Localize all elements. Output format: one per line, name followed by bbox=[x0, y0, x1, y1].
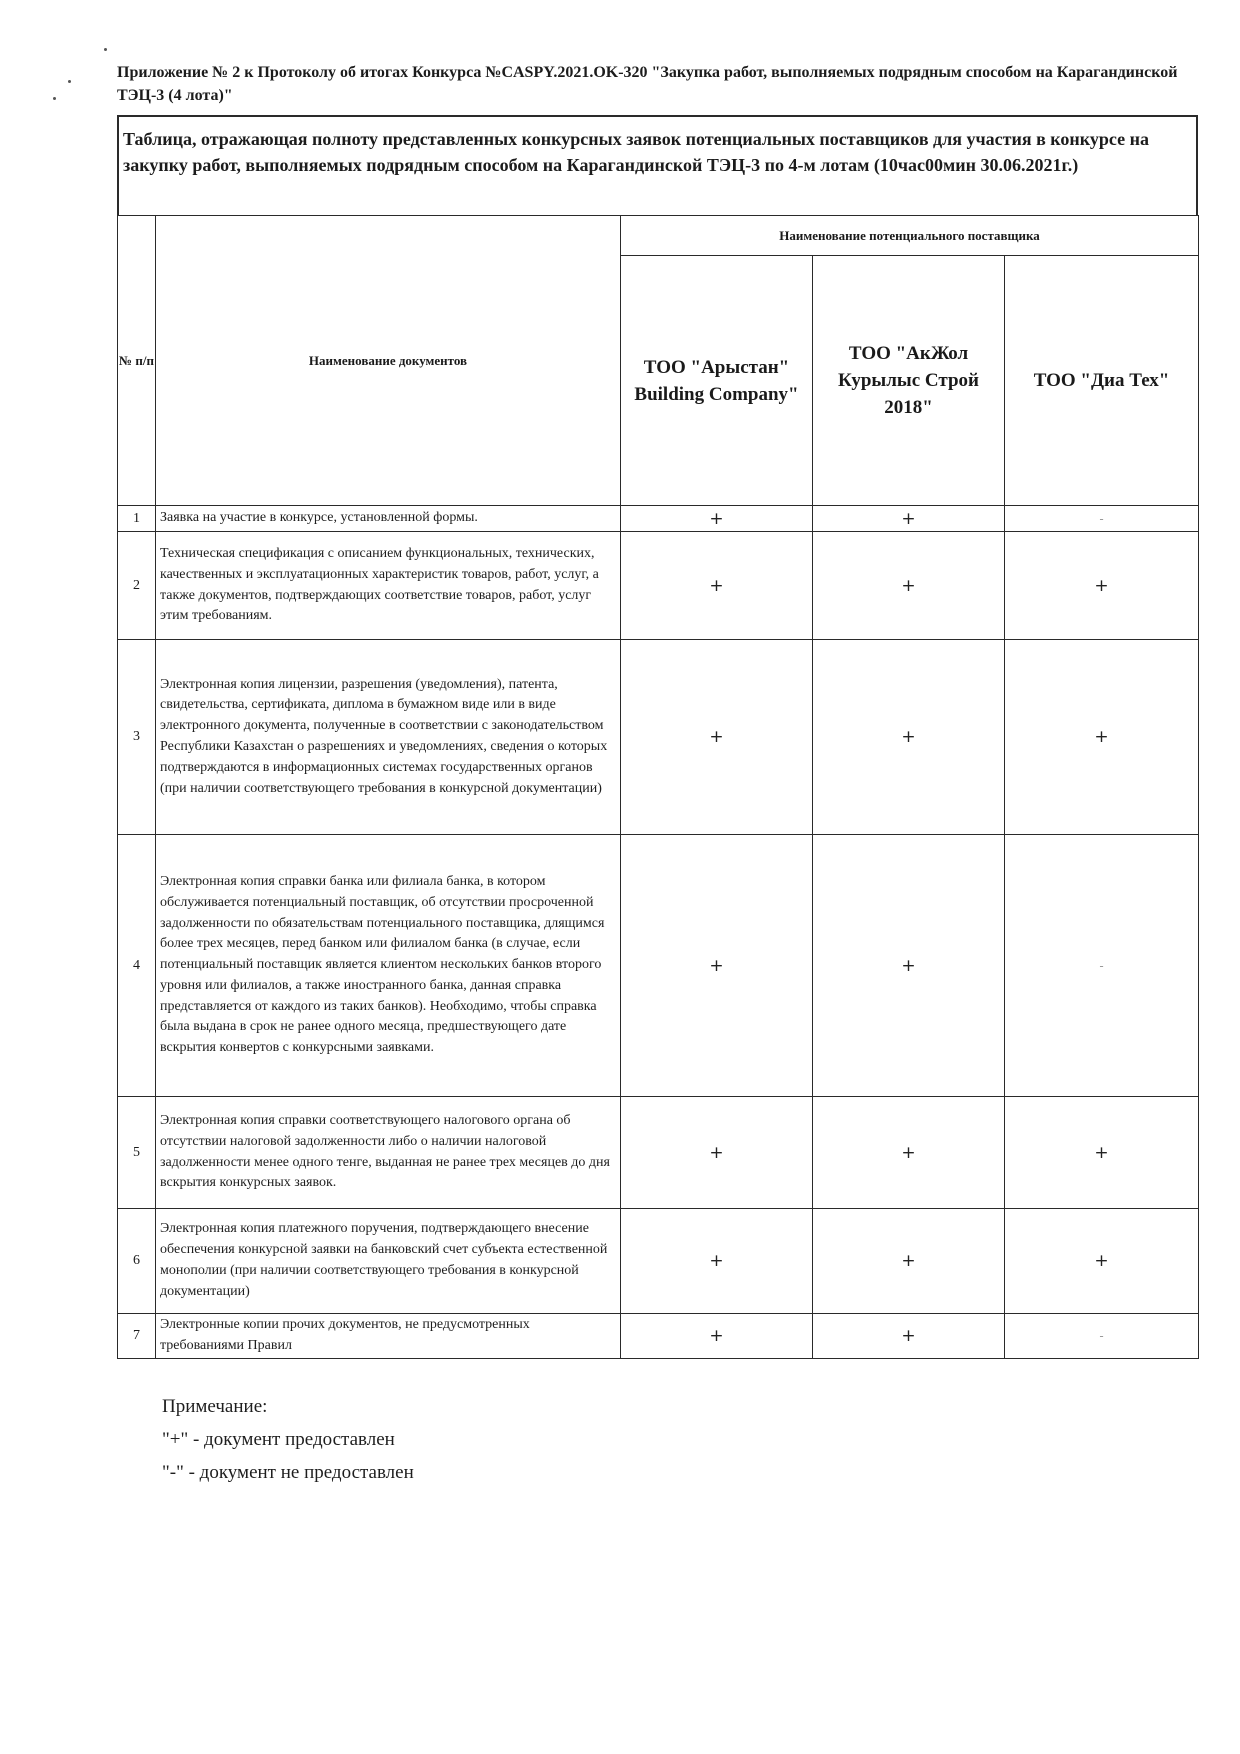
row-number: 1 bbox=[118, 506, 156, 532]
supplier-header-arystan: ТОО "Арыстан" Building Company" bbox=[621, 256, 813, 506]
table-caption: Таблица, отражающая полноту представленных конкурсных заявок потенциальных поставщиков для участия в конкурсе на закупку работ, выполняемых подрядным способом на Карагандинской ТЭЦ-3 по 4-м лотам (10час00мин 30.06.2021г.) bbox=[123, 129, 1149, 175]
mark-cell: - bbox=[1005, 1314, 1199, 1359]
table-row bbox=[118, 506, 1199, 532]
table-row bbox=[118, 640, 1199, 835]
document-name: Заявка на участие в конкурсе, установленной формы. bbox=[156, 506, 621, 532]
notes-section bbox=[162, 1390, 414, 1489]
mark-cell: + bbox=[813, 532, 1005, 640]
notes-minus-line: "-" - документ не предоставлен bbox=[162, 1462, 414, 1483]
table-caption-box bbox=[117, 115, 1198, 215]
document-name: Электронная копия платежного поручения, подтверждающего внесение обеспечения конкурсной заявки на банковский счет субъекта естественной монополии (при наличии соответствующего требования в конкурсной документации) bbox=[156, 1209, 621, 1314]
mark-cell: + bbox=[1005, 532, 1199, 640]
mark-cell: + bbox=[813, 1209, 1005, 1314]
mark-cell: + bbox=[621, 506, 813, 532]
row-number: 5 bbox=[118, 1097, 156, 1209]
mark-cell: + bbox=[1005, 640, 1199, 835]
scan-speck bbox=[104, 48, 107, 51]
table-row bbox=[118, 835, 1199, 1097]
mark-cell: + bbox=[1005, 1097, 1199, 1209]
column-header-supplier-group: Наименование потенциального поставщика bbox=[621, 216, 1199, 256]
supplier-header-akzhol: ТОО "АкЖол Курылыс Строй 2018" bbox=[813, 256, 1005, 506]
mark-cell: - bbox=[1005, 506, 1199, 532]
row-number: 3 bbox=[118, 640, 156, 835]
document-name: Техническая спецификация с описанием функциональных, технических, качественных и эксплуатационных характеристик товаров, работ, услуг, а также документов, подтверждающих соответствие товаров, работ, услуг этим требованиям. bbox=[156, 532, 621, 640]
mark-cell: + bbox=[813, 1314, 1005, 1359]
mark-cell: + bbox=[813, 640, 1005, 835]
column-header-number: № п/п bbox=[118, 216, 156, 506]
table-row bbox=[118, 532, 1199, 640]
documents-table bbox=[117, 215, 1199, 1359]
mark-cell: + bbox=[621, 1209, 813, 1314]
notes-plus-line: "+" - документ предоставлен bbox=[162, 1429, 395, 1450]
mark-cell: + bbox=[621, 1314, 813, 1359]
appendix-title: Приложение № 2 к Протоколу об итогах Конкурса №CASPY.2021.OK-320 "Закупка работ, выполняемых подрядным способом на Карагандинской ТЭЦ-3 (4 лота)" bbox=[117, 64, 1178, 104]
row-number: 6 bbox=[118, 1209, 156, 1314]
document-name: Электронная копия справки соответствующего налогового органа об отсутствии налоговой задолженности либо о наличии налоговой задолженности менее одного тенге, выданная не ранее трех месяцев до дня вскрытия конкурсных заявок. bbox=[156, 1097, 621, 1209]
mark-cell: + bbox=[621, 835, 813, 1097]
table-row bbox=[118, 1209, 1199, 1314]
mark-cell: + bbox=[621, 640, 813, 835]
column-header-documents: Наименование документов bbox=[156, 216, 621, 506]
mark-cell: + bbox=[813, 835, 1005, 1097]
notes-heading: Примечание: bbox=[162, 1396, 268, 1417]
table-row bbox=[118, 1097, 1199, 1209]
mark-cell: - bbox=[1005, 835, 1199, 1097]
table-row bbox=[118, 1314, 1199, 1359]
mark-cell: + bbox=[813, 506, 1005, 532]
mark-cell: + bbox=[621, 1097, 813, 1209]
mark-cell: + bbox=[813, 1097, 1005, 1209]
row-number: 7 bbox=[118, 1314, 156, 1359]
row-number: 2 bbox=[118, 532, 156, 640]
supplier-header-dia-tech: ТОО "Диа Тех" bbox=[1005, 256, 1199, 506]
scan-speck bbox=[53, 97, 56, 100]
mark-cell: + bbox=[1005, 1209, 1199, 1314]
scan-speck bbox=[68, 80, 71, 83]
mark-cell: + bbox=[621, 532, 813, 640]
document-name: Электронная копия справки банка или филиала банка, в котором обслуживается потенциальный поставщик, об отсутствии просроченной задолженности по обязательствам потенциального поставщика, длящимся более трех месяцев, перед банком или филиалом банка (в случае, если потенциальный поставщик является клиентом нескольких банков второго уровня или филиалов, а также иностранного банка, данная справка представляется от каждого из таких банков). Необходимо, чтобы справка была выдана в срок не ранее одного месяца, предшествующего дате вскрытия конвертов с конкурсными заявками. bbox=[156, 835, 621, 1097]
document-name: Электронные копии прочих документов, не предусмотренных требованиями Правил bbox=[156, 1314, 621, 1359]
document-name: Электронная копия лицензии, разрешения (уведомления), патента, свидетельства, сертификата, диплома в бумажном виде или в виде электронного документа, полученные в соответствии с законодательством Республики Казахстан о разрешениях и уведомлениях, сведения о которых подтверждаются в информационных системах государственных органов (при наличии соответствующего требования в конкурсной документации) bbox=[156, 640, 621, 835]
row-number: 4 bbox=[118, 835, 156, 1097]
